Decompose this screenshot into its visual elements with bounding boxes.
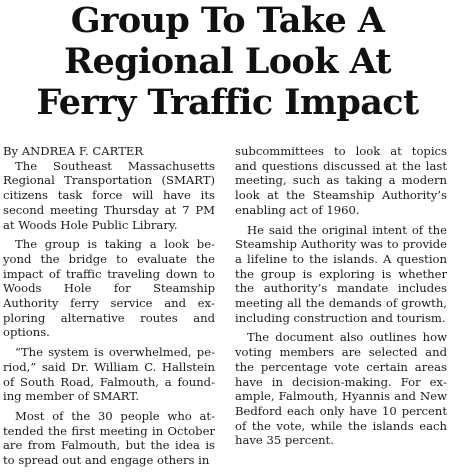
headline-line: Regional Look At: [64, 41, 391, 82]
headline: [0, 0, 455, 123]
headline-line: Ferry Traffic Impact: [36, 82, 419, 123]
article-paragraph: The document also outlines how voting members are selected and the percentage vote certain areas have in decision-making. For example, Falmouth, Hyannis and New Bedford each only have 10 percent of the vote, while the islands each have 35 percent.: [235, 330, 447, 448]
article-paragraph: He said the original intent of the Steamship Authority was to provide a lifeline to the islands. A question the group is exploring is whether the authority’s mandate includes meeting all the demands of growth, including construction and tourism.: [235, 222, 447, 325]
article-column-right: [235, 144, 447, 453]
byline: By ANDREA F. CARTER: [3, 144, 144, 158]
article-paragraph: “The system is overwhelmed, period,” said Dr. William C. Hallstein of South Road, Falmouth, a founding member of SMART.: [3, 345, 215, 404]
article-paragraph: subcommittees to look at topics and questions discussed at the last meeting, such as taking a modern look at the Steamship Authority’s enabling act of 1960.: [235, 144, 447, 217]
article-column-left: [3, 144, 215, 473]
article-paragraph: The Southeast Massachusetts Regional Transportation (SMART) citizens task force will have its second meeting Thursday at 7 PM at Woods Hole Public Library.: [3, 158, 215, 232]
article-paragraph: The group is taking a look beyond the bridge to evaluate the impact of traffic traveling down to Woods Hole for Steamship Authority ferry service and exploring alternative routes and options.: [3, 237, 215, 340]
article-paragraph: Most of the 30 people who attended the first meeting in October are from Falmouth, but the idea is to spread out and engage others in: [3, 408, 215, 468]
headline-line: Group To Take A: [70, 0, 385, 41]
